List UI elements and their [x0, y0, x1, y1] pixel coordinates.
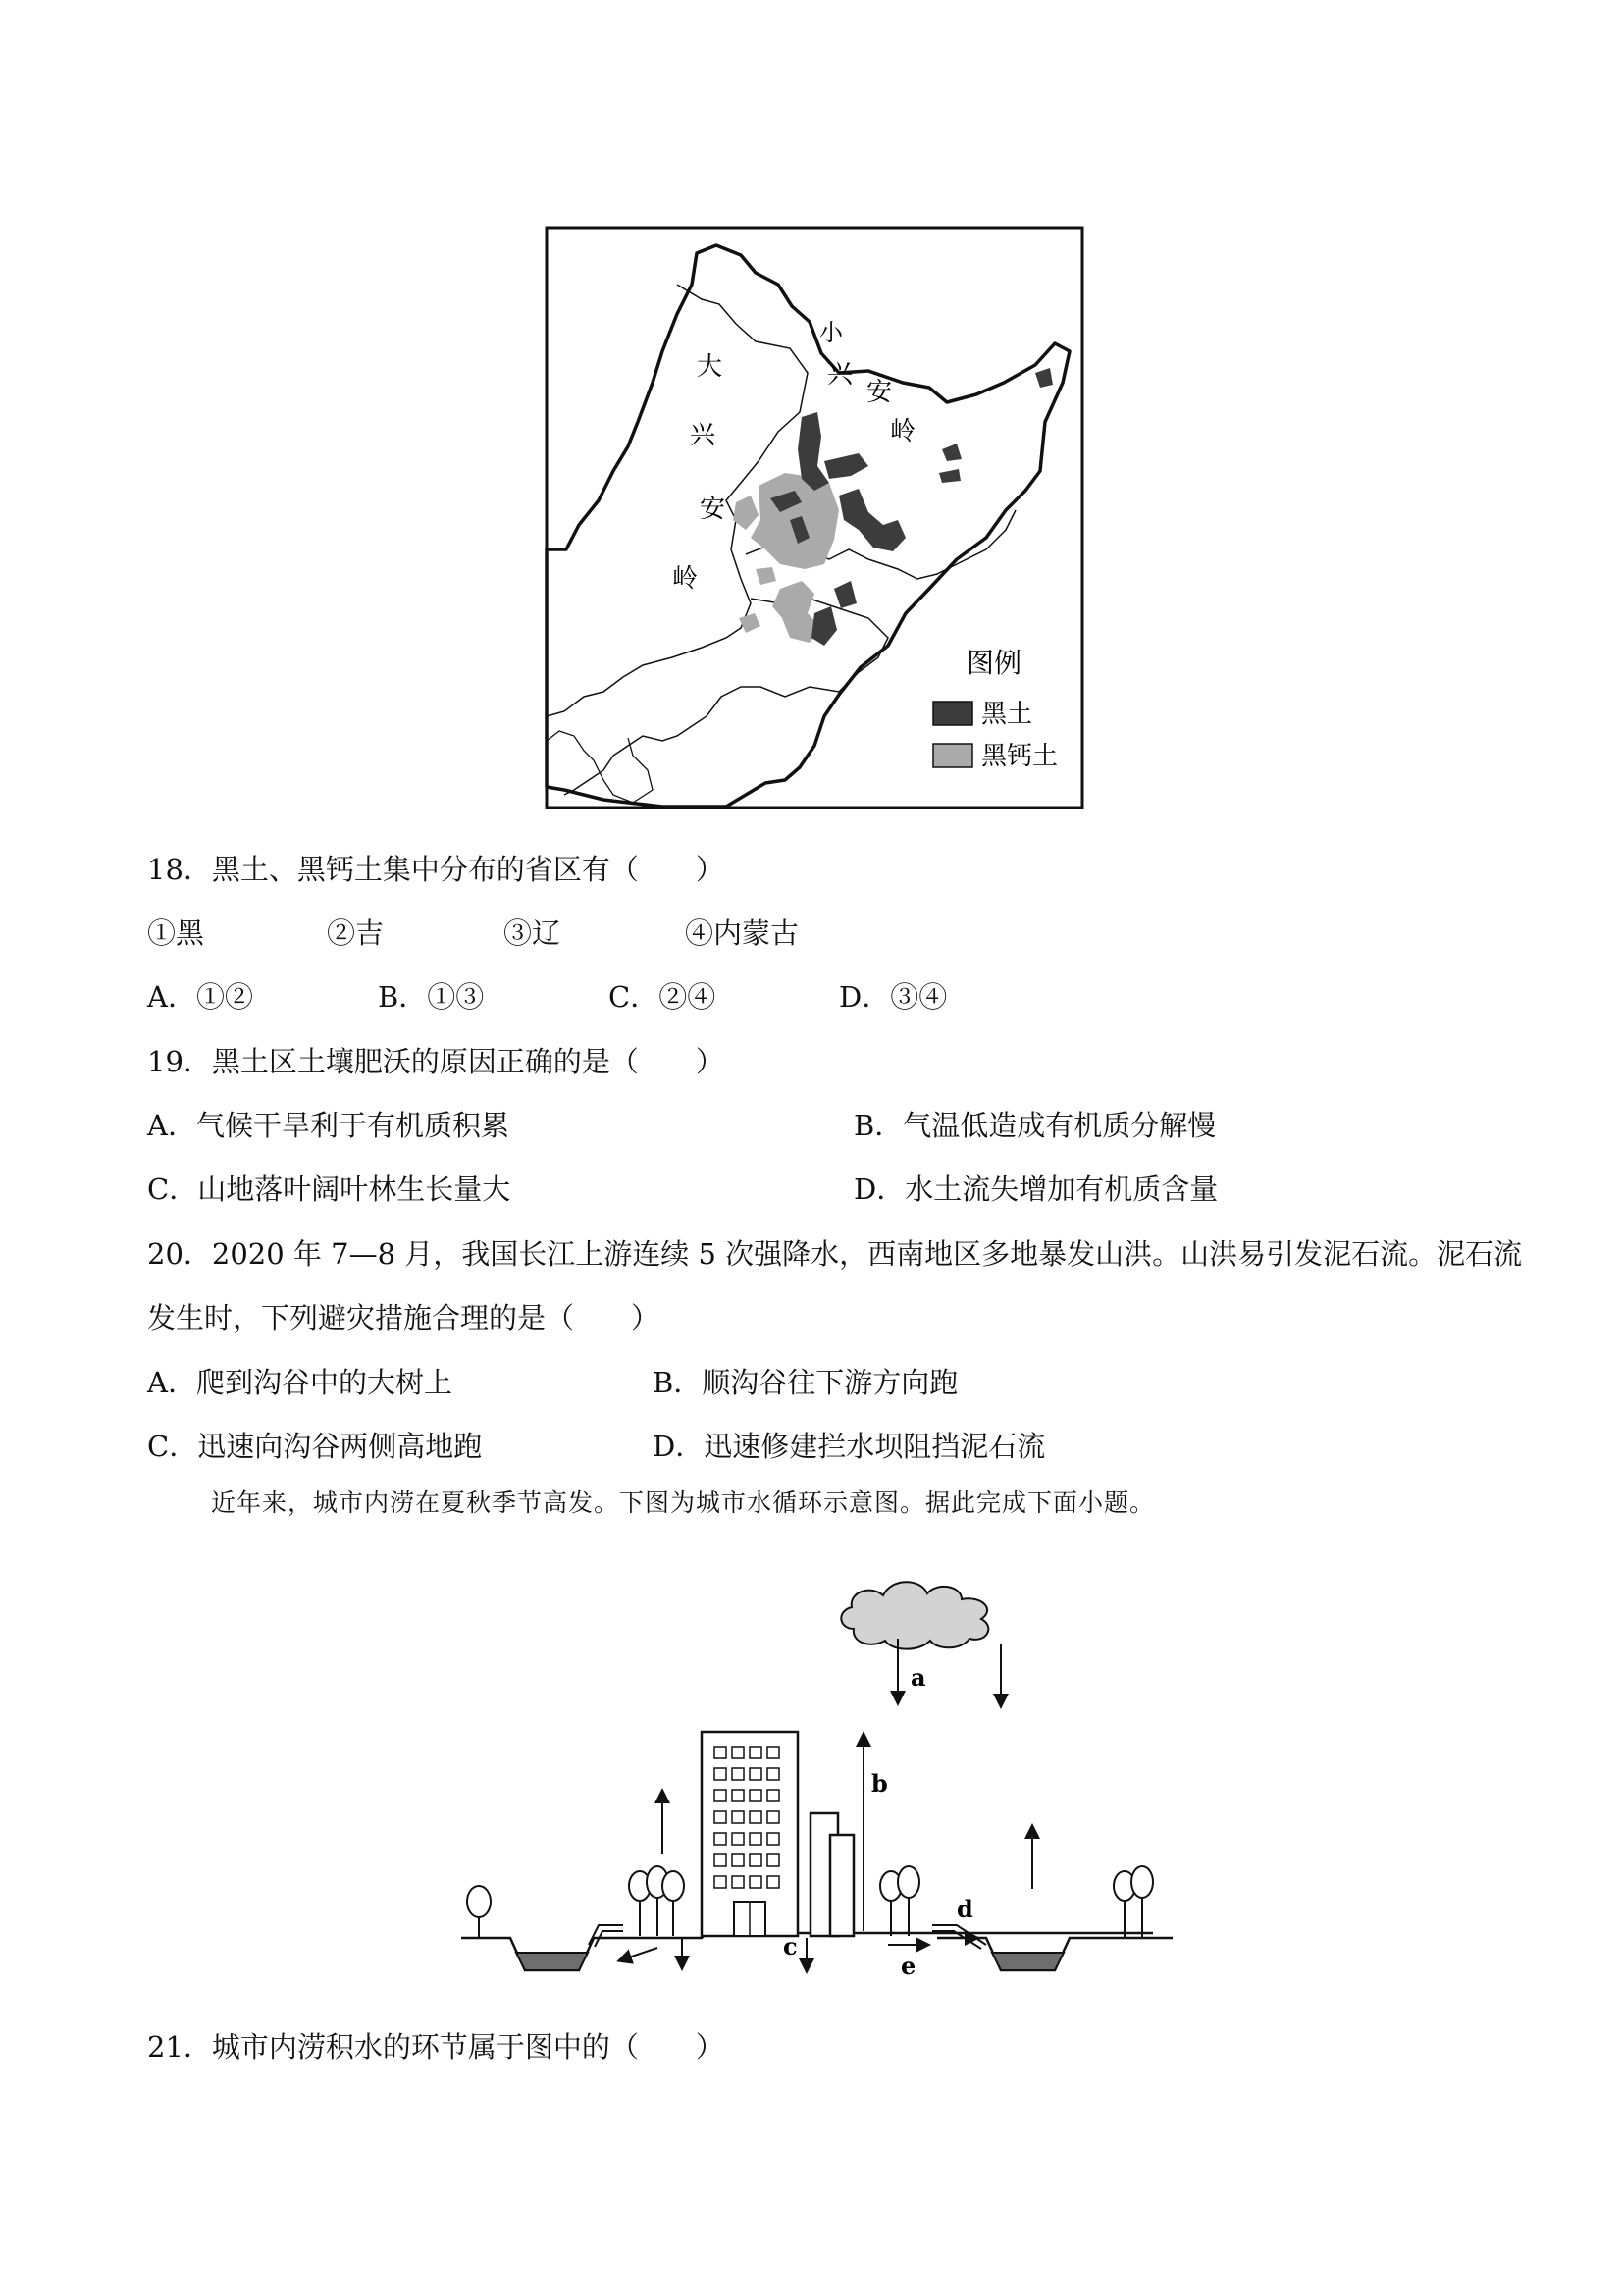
- q19-option-d[interactable]: D．水土流失增加有机质含量: [854, 1173, 1219, 1206]
- map-label-xxa-3: 安: [866, 378, 893, 407]
- q19-option-b[interactable]: B．气温低造成有机质分解慢: [854, 1109, 1217, 1142]
- q18-item-2: ②吉: [327, 916, 385, 950]
- arrow-groundwater-flow: [620, 1948, 657, 1960]
- urban-water-cycle-diagram: [451, 1560, 1197, 1992]
- map-label-xxa-4: 岭: [890, 417, 916, 446]
- q18-option-c[interactable]: C．②④: [608, 980, 716, 1014]
- label-e: e: [901, 1952, 916, 1980]
- map-label-dxa-1: 大: [697, 352, 723, 382]
- tree-icon: [1114, 1866, 1153, 1938]
- river-left: [516, 1953, 588, 1970]
- soil-distribution-map: [545, 226, 1084, 809]
- legend-chernozem-label: 黑钙土: [981, 742, 1059, 771]
- cloud-icon: [841, 1582, 988, 1648]
- legend-title: 图例: [967, 647, 1022, 679]
- drain-pipe-left: [589, 1925, 623, 1945]
- q18-option-d[interactable]: D．③④: [839, 980, 948, 1014]
- q21-stem: 21．城市内涝积水的环节属于图中的（ ）: [147, 2030, 724, 2063]
- q18-stem: 18．黑土、黑钙土集中分布的省区有（ ）: [147, 853, 724, 886]
- label-a: a: [911, 1663, 926, 1692]
- map-label-dxa-3: 安: [700, 495, 726, 524]
- label-d: d: [957, 1895, 973, 1923]
- q18-item-3: ③辽: [503, 916, 561, 950]
- q18-option-b[interactable]: B．①③: [378, 980, 485, 1014]
- label-c: c: [783, 1932, 798, 1960]
- map-label-xxa-1: 小: [819, 319, 843, 346]
- tree-icon: [467, 1886, 491, 1938]
- map-label-xxa-2: 兴: [827, 360, 854, 390]
- tree-icon: [629, 1866, 684, 1936]
- q19-option-a[interactable]: A．气候干旱利于有机质积累: [147, 1109, 509, 1142]
- tree-icon: [880, 1866, 919, 1936]
- q18-item-1: ①黑: [147, 916, 205, 950]
- q20-option-a[interactable]: A．爬到沟谷中的大树上: [147, 1366, 452, 1399]
- material-intro: 近年来，城市内涝在夏秋季节高发。下图为城市水循环示意图。据此完成下面小题。: [211, 1488, 1156, 1517]
- q20-option-b[interactable]: B．顺沟谷往下游方向跑: [653, 1366, 959, 1399]
- q19-stem: 19．黑土区土壤肥沃的原因正确的是（ ）: [147, 1045, 724, 1078]
- legend-black-soil-swatch: [933, 702, 972, 725]
- q20-option-c[interactable]: C．迅速向沟谷两侧高地跑: [147, 1430, 483, 1463]
- river-right: [992, 1953, 1064, 1970]
- legend-black-soil-label: 黑土: [981, 700, 1033, 729]
- map-label-dxa-2: 兴: [690, 421, 716, 450]
- label-b: b: [871, 1769, 888, 1798]
- q18-item-4: ④内蒙古: [685, 916, 800, 950]
- q19-option-c[interactable]: C．山地落叶阔叶林生长量大: [147, 1173, 511, 1206]
- legend-chernozem-swatch: [933, 744, 972, 767]
- map-label-dxa-4: 岭: [672, 564, 699, 594]
- q20-option-d[interactable]: D．迅速修建拦水坝阻挡泥石流: [653, 1430, 1046, 1463]
- q20-stem-line2: 发生时，下列避灾措施合理的是（ ）: [147, 1301, 660, 1334]
- q20-stem-line1: 20．2020 年 7—8 月，我国长江上游连续 5 次强降水，西南地区多地暴发山洪。山洪易引发泥石流。泥石流: [147, 1237, 1523, 1271]
- q18-option-a[interactable]: A．①②: [147, 980, 253, 1014]
- short-building: [830, 1835, 854, 1936]
